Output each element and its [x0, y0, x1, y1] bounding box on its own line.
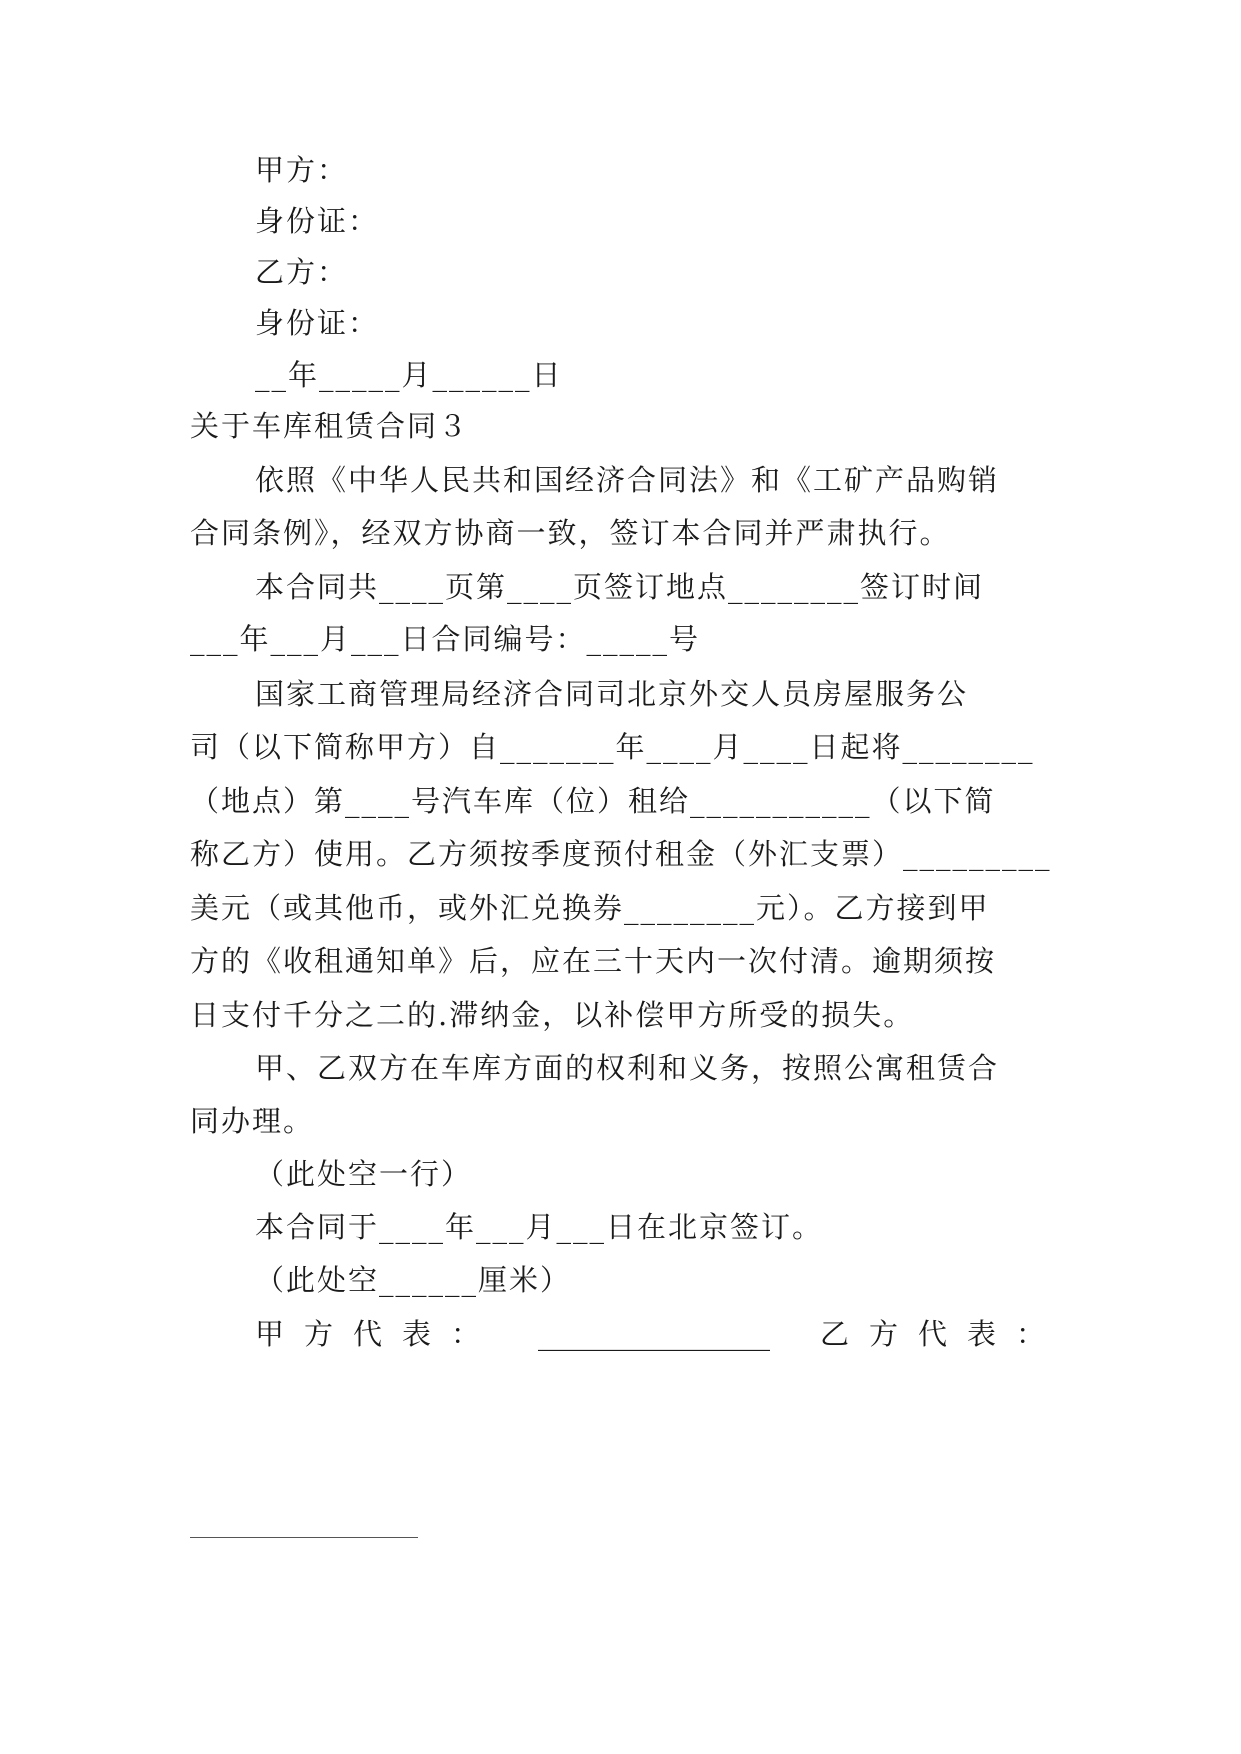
id-b-label: 身份证：	[255, 306, 380, 340]
intro-line-2: 合同条例》，经双方协商一致，签订本合同并严肃执行。	[190, 516, 951, 550]
meta-line-2: ___年___月___日合同编号：_____号	[190, 622, 701, 656]
meta-line-1: 本合同共____页第____页签订地点________签订时间	[255, 570, 985, 604]
party-a-label: 甲方：	[255, 153, 349, 187]
body-line-1: 国家工商管理局经济合同司北京外交人员房屋服务公	[255, 677, 969, 711]
rep-b-label: 乙方代表：	[820, 1317, 1066, 1351]
rights-line-2: 同办理。	[190, 1104, 315, 1138]
rep-a-blank: ________________	[538, 1317, 770, 1351]
section-title: 关于车库租赁合同３	[190, 409, 470, 443]
intro-line-1: 依照《中华人民共和国经济合同法》和《工矿产品购销	[255, 463, 1000, 497]
party-b-label: 乙方：	[255, 255, 349, 289]
id-a-label: 身份证：	[255, 204, 380, 238]
space-note: （此处空______厘米）	[255, 1263, 572, 1297]
rep-b-signature-line	[190, 1537, 418, 1538]
blank-line-note: （此处空一行）	[255, 1157, 473, 1191]
body-line-6: 方的《收租通知单》后，应在三十天内一次付清。逾期须按	[190, 944, 997, 978]
signing-line: 本合同于____年___月___日在北京签订。	[255, 1210, 824, 1244]
body-line-5: 美元（或其他币，或外汇兑换券________元）。乙方接到甲	[190, 891, 990, 925]
rep-a-label: 甲方代表：	[255, 1317, 501, 1351]
date-line: __年_____月______日	[255, 358, 563, 392]
rights-line-1: 甲、乙双方在车库方面的权利和义务，按照公寓租赁合	[255, 1051, 1000, 1085]
body-line-3: （地点）第____号汽车库（位）租给___________（以下简	[190, 784, 996, 818]
body-line-7: 日支付千分之二的.滞纳金，以补偿甲方所受的损失。	[190, 998, 915, 1032]
body-line-4: 称乙方）使用。乙方须按季度预付租金（外汇支票）_________	[190, 837, 1052, 871]
body-line-2: 司（以下简称甲方）自_______年____月____日起将________	[190, 730, 1035, 764]
